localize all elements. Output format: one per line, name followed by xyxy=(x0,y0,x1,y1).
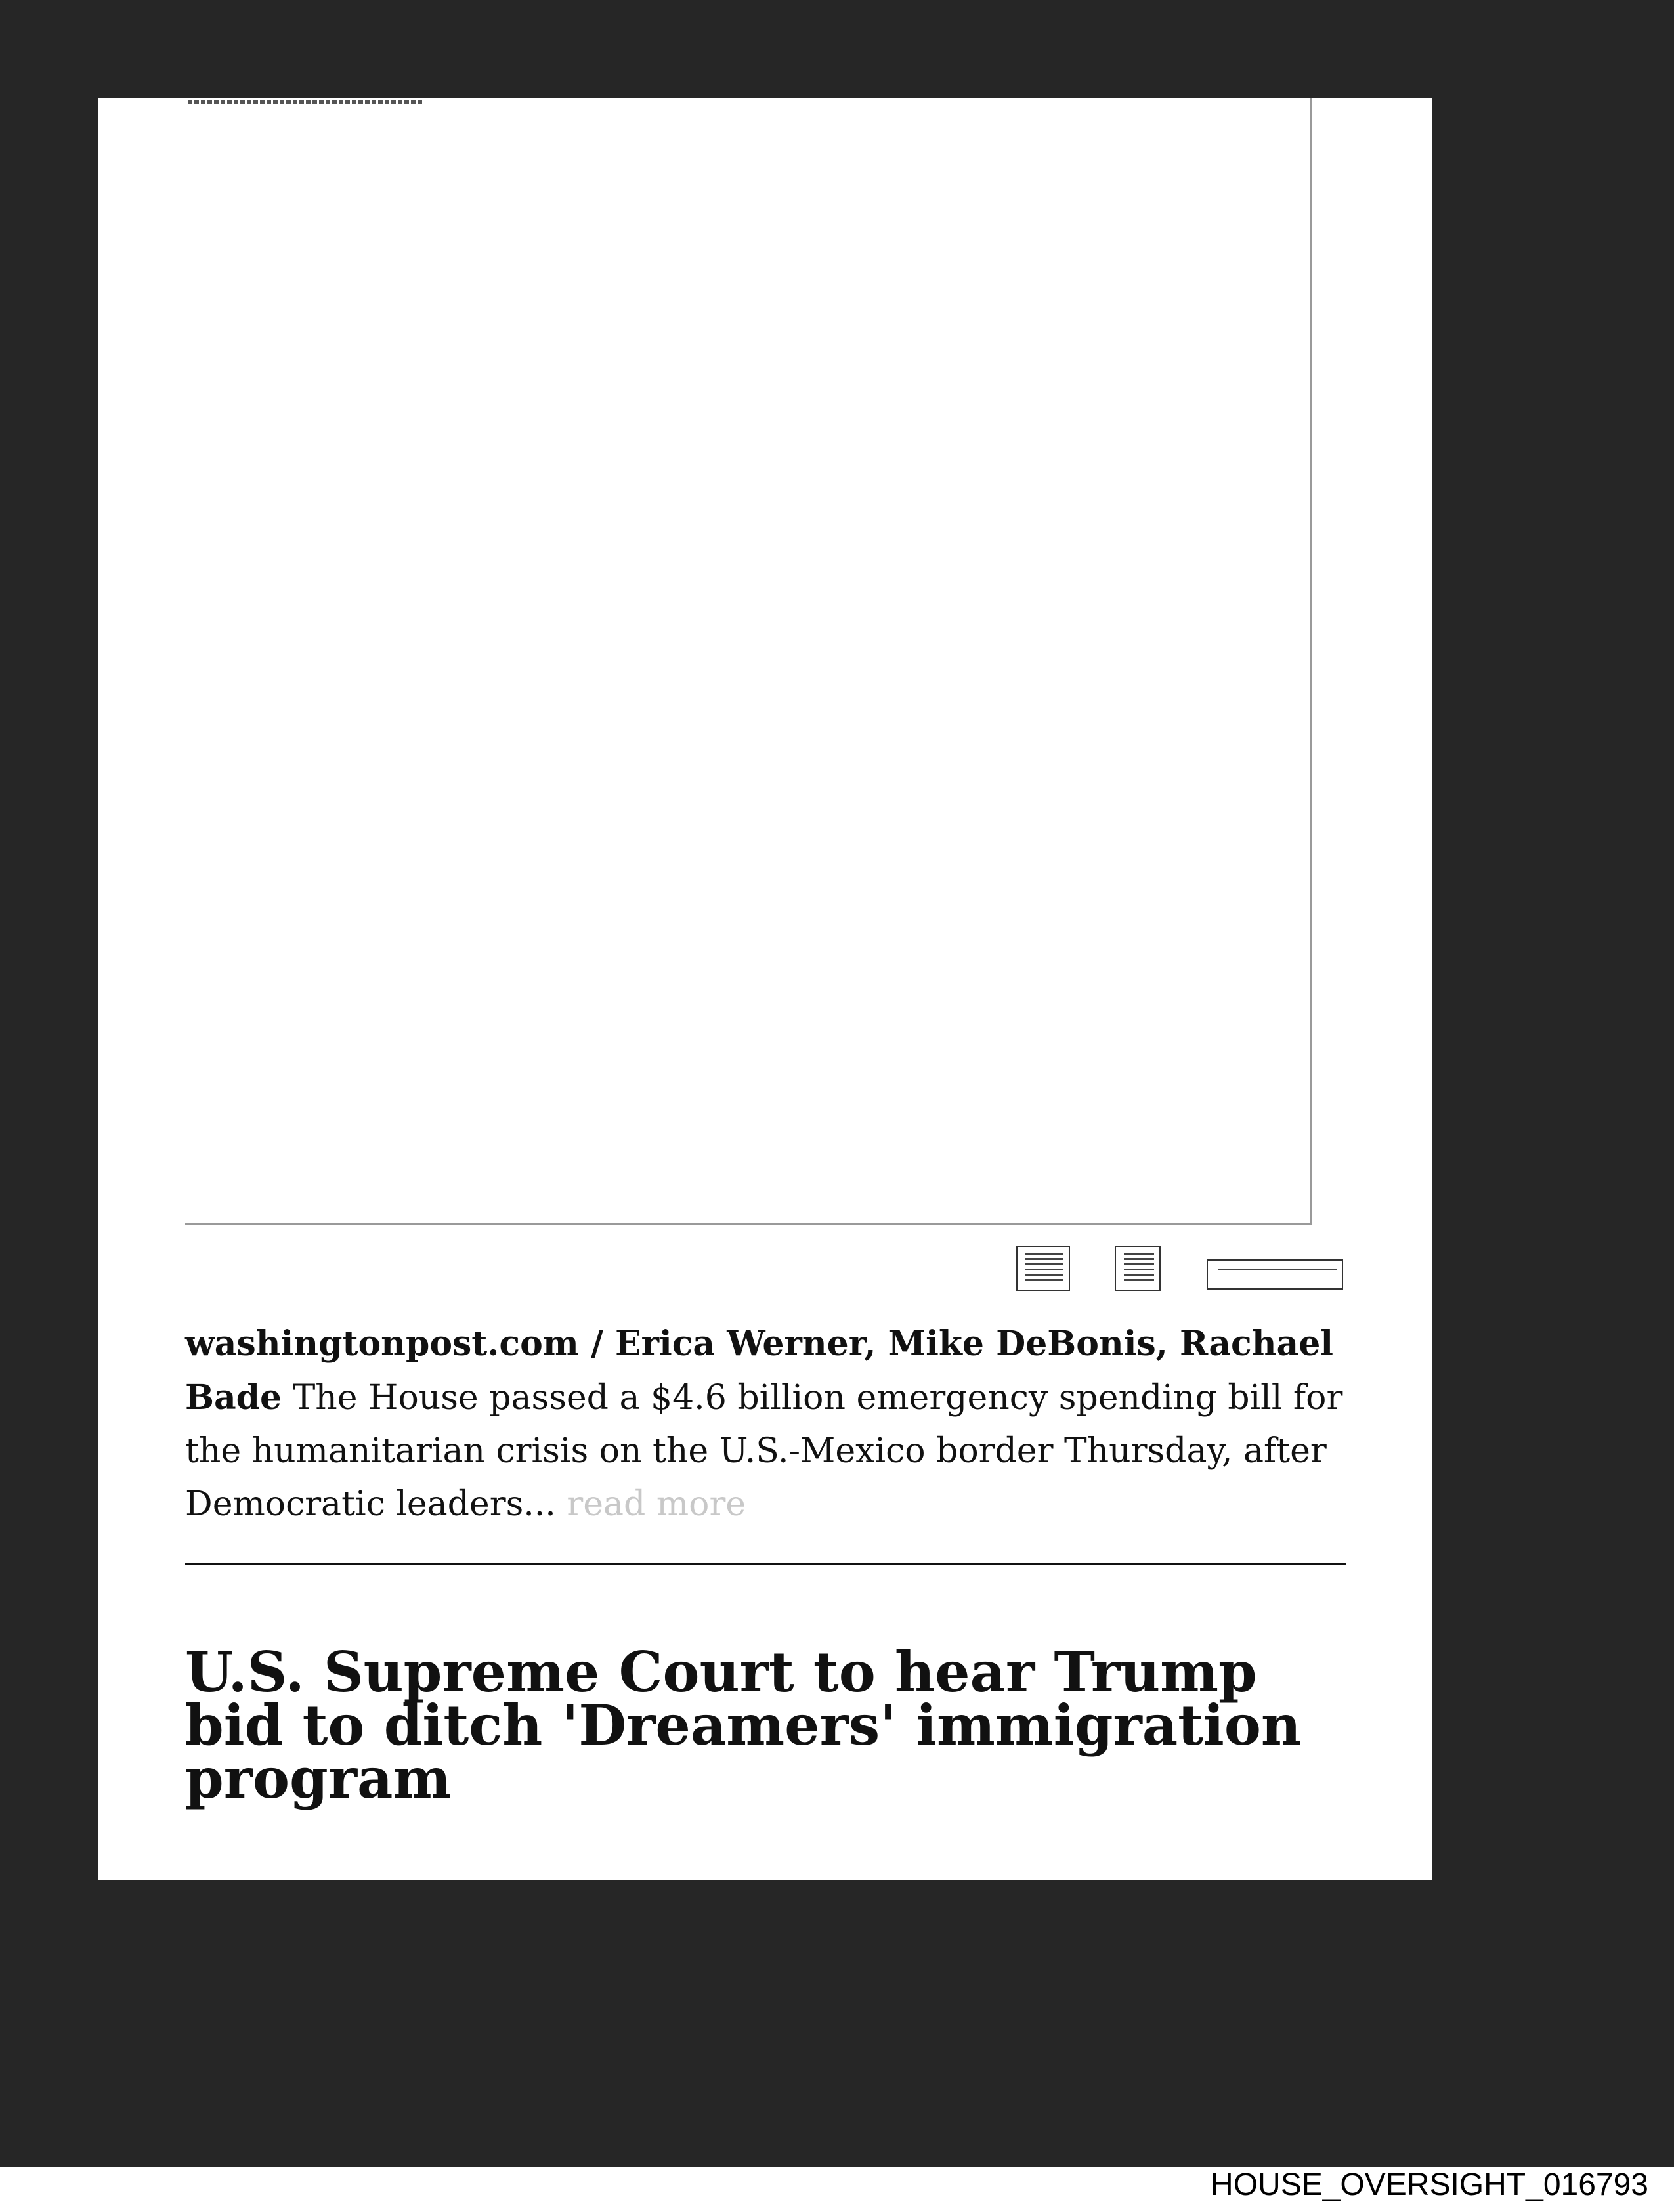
document-page xyxy=(98,98,1432,1880)
thumbnail-image-icon[interactable] xyxy=(1207,1259,1343,1290)
thumbnail-image-icon[interactable] xyxy=(1016,1246,1070,1291)
thumbnail-image-icon[interactable] xyxy=(1115,1246,1161,1291)
next-article-headline[interactable]: U.S. Supreme Court to hear Trump bid to ditch 'Dreamers' immigration program xyxy=(185,1639,1301,1811)
article-divider xyxy=(185,1563,1346,1565)
bates-number: HOUSE_OVERSIGHT_016793 xyxy=(1208,2167,1651,2203)
article-image-placeholder xyxy=(185,98,1312,1225)
article-summary xyxy=(185,1317,1354,1531)
read-more-link[interactable]: read more xyxy=(567,1485,746,1524)
article-source: washingtonpost.com / Erica Werner, Mike DeBonis, Rachael Bade xyxy=(185,1324,1334,1418)
broken-image-icon xyxy=(188,100,424,104)
article-snippet: The House passed a $4.6 billion emergency spending bill for the humanitarian crisis on the U.S.-Mexico border Thursday, after Democratic leaders... xyxy=(185,1378,1343,1524)
